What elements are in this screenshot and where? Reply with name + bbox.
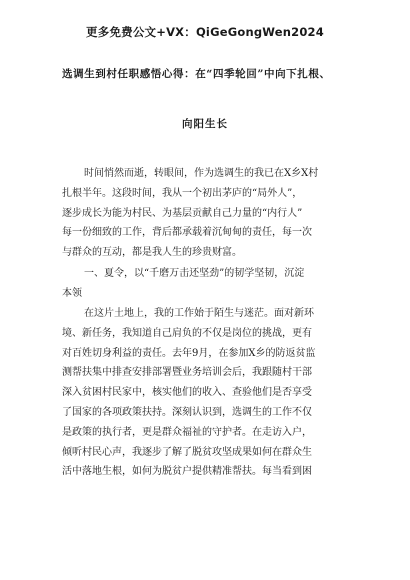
text-line: 与群众的互动，都是我人生的珍贵财富。 [62,247,242,259]
paragraph-body [62,304,358,482]
title-line-2: 向阳生长 [182,118,228,130]
text-line: 扎根半年。这段时间，我从一个初出茅庐的“局外人”， [62,187,303,199]
promo-header: 更多免费公文+VX：QiGeGongWen2024 [86,25,324,39]
text-line: 时间悄然而逝，转眼间，作为选调生的我已在X乡X村 [84,168,319,179]
text-line: 测帮扶集中排查安排部署暨业务培训会后，我跟随村干部 [62,367,312,379]
text-line: 深入贫困村民家中，核实他们的收入、查验他们是否享受 [62,387,312,399]
text-line: 活中落地生根，如何为脱贫户提供精准帮扶。每当看到困 [62,466,312,478]
text-line: 了国家的各项政策扶持。深刻认识到，选调生的工作不仅 [62,406,312,418]
text-line: 逐步成长为能为村民、为基层贡献自己力量的“内行人” [62,207,303,219]
text-line: 本领 [62,287,82,299]
text-line: 是政策的执行者，更是群众福祉的守护者。在走访入户， [62,426,312,438]
text-line: 境、新任务，我知道自己肩负的不仅是岗位的挑战，更有 [62,327,312,339]
text-line: 在这片土地上，我的工作始于陌生与迷茫。面对新环 [84,308,314,319]
section-heading [62,264,358,304]
text-line: 对百姓切身利益的责任。去年9月，在参加X乡的防返贫监 [62,347,316,359]
text-line: 一、夏令，以“千磨万击还坚劲”的韧学坚韧，沉淀 [84,268,305,279]
paragraph-intro [62,164,358,263]
text-line: 倾听村民心声，我逐步了解了脱贫攻坚成果如何在群众生 [62,446,312,458]
title-line-1: 选调生到村任职感悟心得：在“四季轮回”中向下扎根、 [62,68,331,80]
text-line: 每一份细致的工作，背后都承载着沉甸甸的责任，每一次 [62,227,312,239]
